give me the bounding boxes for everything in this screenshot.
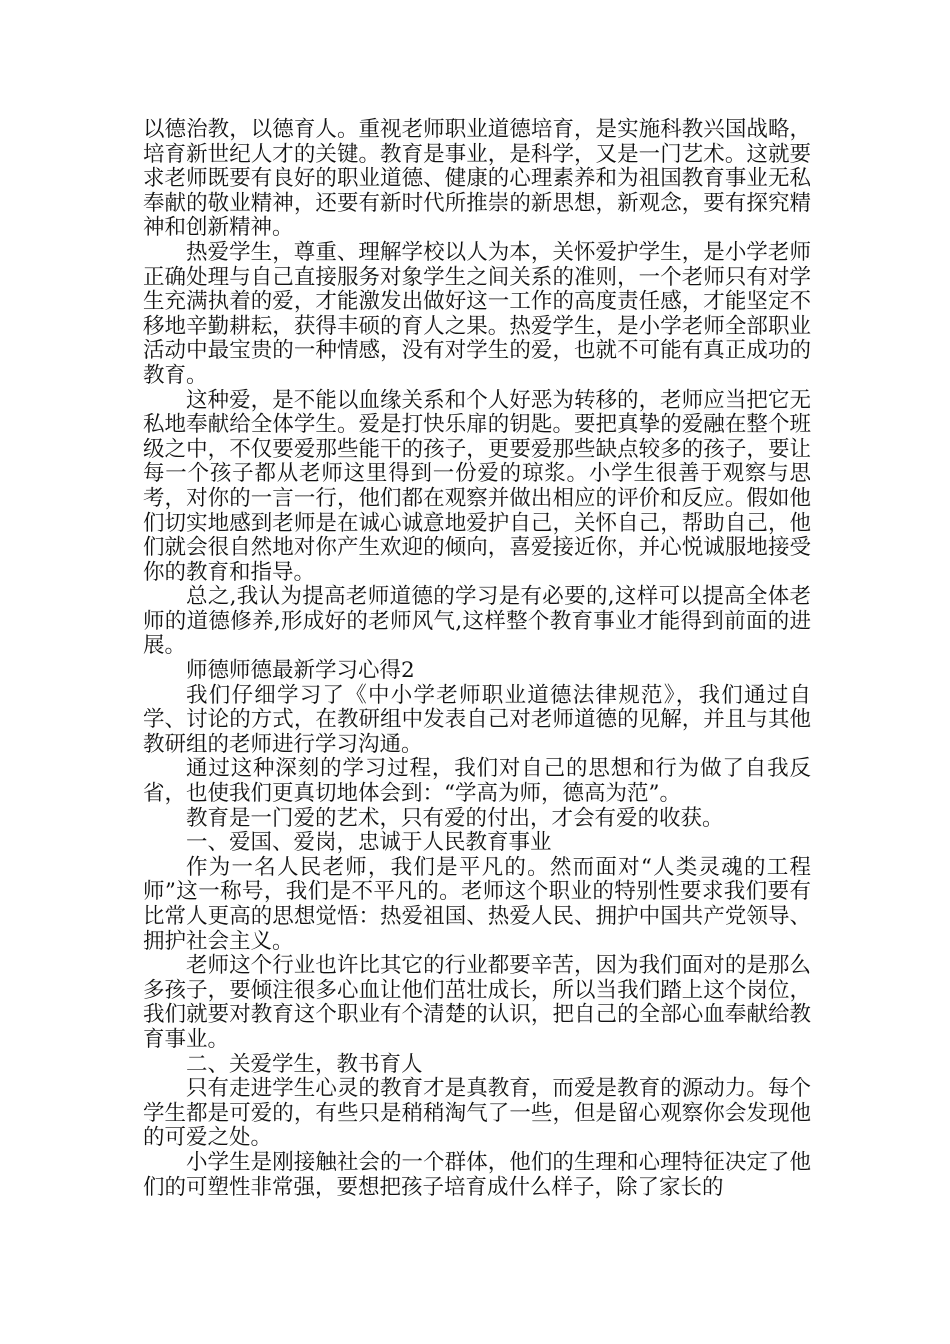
paragraph: 老师这个行业也许比其它的行业都要辛苦，因为我们面对的是那么多孩子，要倾注很多心血让他们茁壮成长，所以当我们踏上这个岗位，我们就要对教育这个职业有个清楚的认识，把自己的全部心血奉献给教育事业。	[143, 953, 811, 1052]
section-heading: 一、爱国、爱岗，忠诚于人民教育事业	[186, 830, 552, 856]
paragraph: 教育是一门爱的艺术，只有爱的付出，才会有爱的收获。	[186, 805, 724, 831]
section-title: 师德师德最新学习心得2	[186, 658, 415, 684]
paragraph: 总之,我认为提高老师道德的学习是有必要的,这样可以提高全体老师的道德修养,形成好的老师风气,这样整个教育事业才能得到前面的进展。	[143, 584, 811, 659]
paragraph: 只有走进学生心灵的教育才是真教育，而爱是教育的源动力。每个学生都是可爱的，有些只是稍稍淘气了一些，但是留心观察你会发现他的可爱之处。	[143, 1076, 811, 1151]
paragraph: 通过这种深刻的学习过程，我们对自己的思想和行为做了自我反省，也使我们更真切地体会到：“学高为师，德高为范”。	[143, 756, 811, 807]
paragraph: 以德治教，以德育人。重视老师职业道德培育，是实施科教兴国战略，培育新世纪人才的关键。教育是事业，是科学，又是一门艺术。这就要求老师既要有良好的职业道德、健康的心理素养和为祖国教育事业无私奉献的敬业精神，还要有新时代所推崇的新思想，新观念，要有探究精神和创新精神。	[143, 117, 811, 241]
paragraph: 作为一名人民老师，我们是平凡的。然而面对“人类灵魂的工程师”这一称号，我们是不平凡的。老师这个职业的特别性要求我们要有比常人更高的思想觉悟：热爱祖国、热爱人民、拥护中国共产党领导、拥护社会主义。	[143, 854, 811, 954]
paragraph: 热爱学生，尊重、理解学校以人为本，关怀爱护学生，是小学老师正确处理与自己直接服务对象学生之间关系的准则，一个老师只有对学生充满执着的爱，才能激发出做好这一工作的高度责任感，才能坚定不移地辛勤耕耘，获得丰硕的育人之果。热爱学生，是小学老师全部职业活动中最宝贵的一种情感，没有对学生的爱，也就不可能有真正成功的教育。	[143, 239, 811, 388]
paragraph: 我们仔细学习了《中小学老师职业道德法律规范》，我们通过自学、讨论的方式，在教研组中发表自己对老师道德的见解，并且与其他教研组的老师进行学习沟通。	[143, 682, 811, 757]
paragraph: 小学生是刚接触社会的一个群体，他们的生理和心理特征决定了他们的可塑性非常强，要想把孩子培育成什么样子，除了家长的	[143, 1149, 811, 1200]
section-heading: 二、关爱学生，教书育人	[186, 1051, 423, 1077]
document-body	[143, 118, 811, 1200]
paragraph: 这种爱，是不能以血缘关系和个人好恶为转移的，老师应当把它无私地奉献给全体学生。爱是打快乐扉的钥匙。要把真挚的爱融在整个班级之中，不仅要爱那些能干的孩子，更要爱那些缺点较多的孩子，要让每一个孩子都从老师这里得到一份爱的琼浆。小学生很善于观察与思考，对你的一言一行，他们都在观察并做出相应的评价和反应。假如他们切实地感到老师是在诚心诚意地爱护自己，关怀自己，帮助自己，他们就会很自然地对你产生欢迎的倾向，喜爱接近你，并心悦诚服地接受你的教育和指导。	[143, 387, 811, 585]
